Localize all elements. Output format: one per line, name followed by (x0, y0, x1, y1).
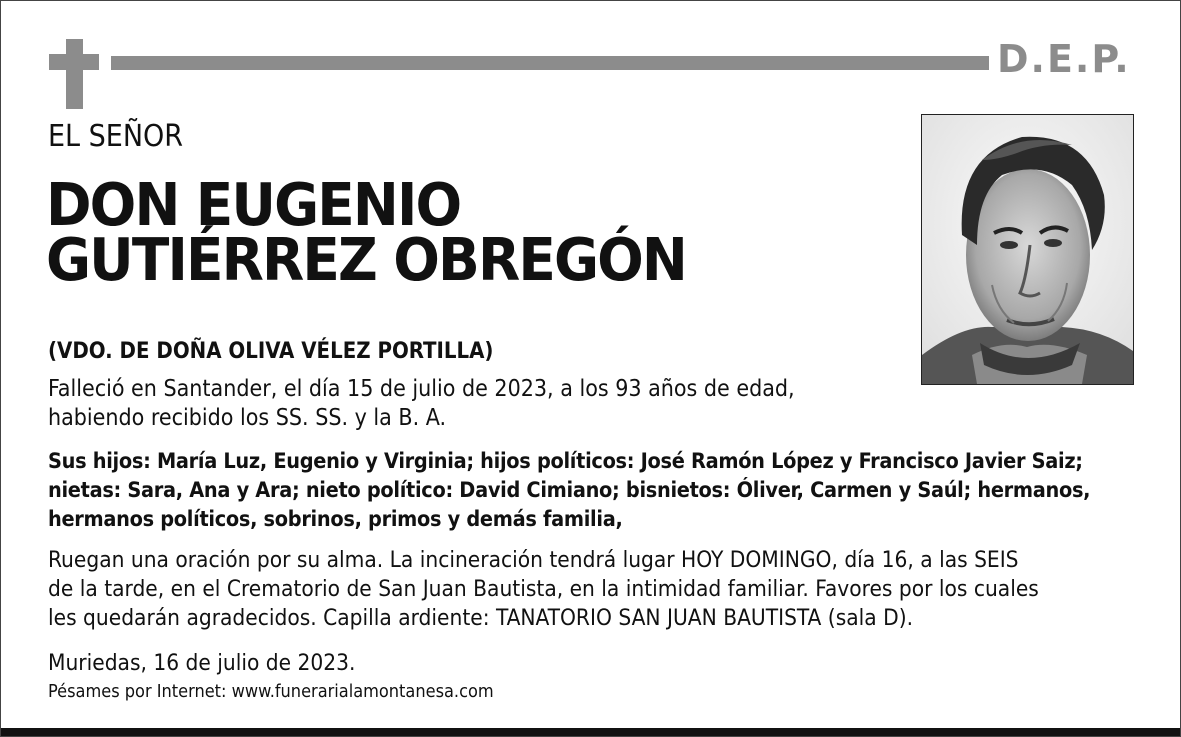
deceased-name-line2: GUTIÉRREZ OBREGÓN (46, 225, 686, 294)
dep-label: D.E.P. (997, 37, 1131, 81)
widow-of: (VDO. DE DOÑA OLIVA VÉLEZ PORTILLA) (48, 339, 494, 364)
honorific: EL SEÑOR (48, 119, 184, 154)
portrait-photo (921, 114, 1134, 385)
service-notice (48, 546, 1039, 633)
death-line: habiendo recibido los SS. SS. y la B. A. (48, 405, 447, 431)
notice-line: de la tarde, en el Crematorio de San Juan Bautista, en la intimidad familiar. Favores por los cuales (48, 576, 1039, 602)
family-line: Sus hijos: María Luz, Eugenio y Virginia; hijos políticos: José Ramón López y Francisco Javier Saiz; (48, 449, 1083, 474)
death-line: Falleció en Santander, el día 15 de julio de 2023, a los 93 años de edad, (48, 376, 795, 402)
place-date: Muriedas, 16 de julio de 2023. (48, 650, 356, 676)
notice-line: Ruegan una oración por su alma. La incineración tendrá lugar HOY DOMINGO, día 16, a las SEIS (48, 547, 1019, 573)
notice-line: les quedarán agradecidos. Capilla ardiente: TANATORIO SAN JUAN BAUTISTA (sala D). (48, 605, 914, 631)
condolences-web: Pésames por Internet: www.funerarialamontanesa.com (48, 681, 494, 702)
family-line: hermanos políticos, sobrinos, primos y demás familia, (48, 507, 623, 532)
family-list (48, 447, 1090, 534)
header-rule (111, 56, 989, 70)
deceased-name-line1: DON EUGENIO (46, 170, 461, 239)
death-details (48, 375, 795, 433)
bottom-bar (1, 728, 1180, 736)
family-line: nietas: Sara, Ana y Ara; nieto político: David Cimiano; bisnietos: Óliver, Carmen y Saúl; hermanos, (48, 478, 1091, 503)
